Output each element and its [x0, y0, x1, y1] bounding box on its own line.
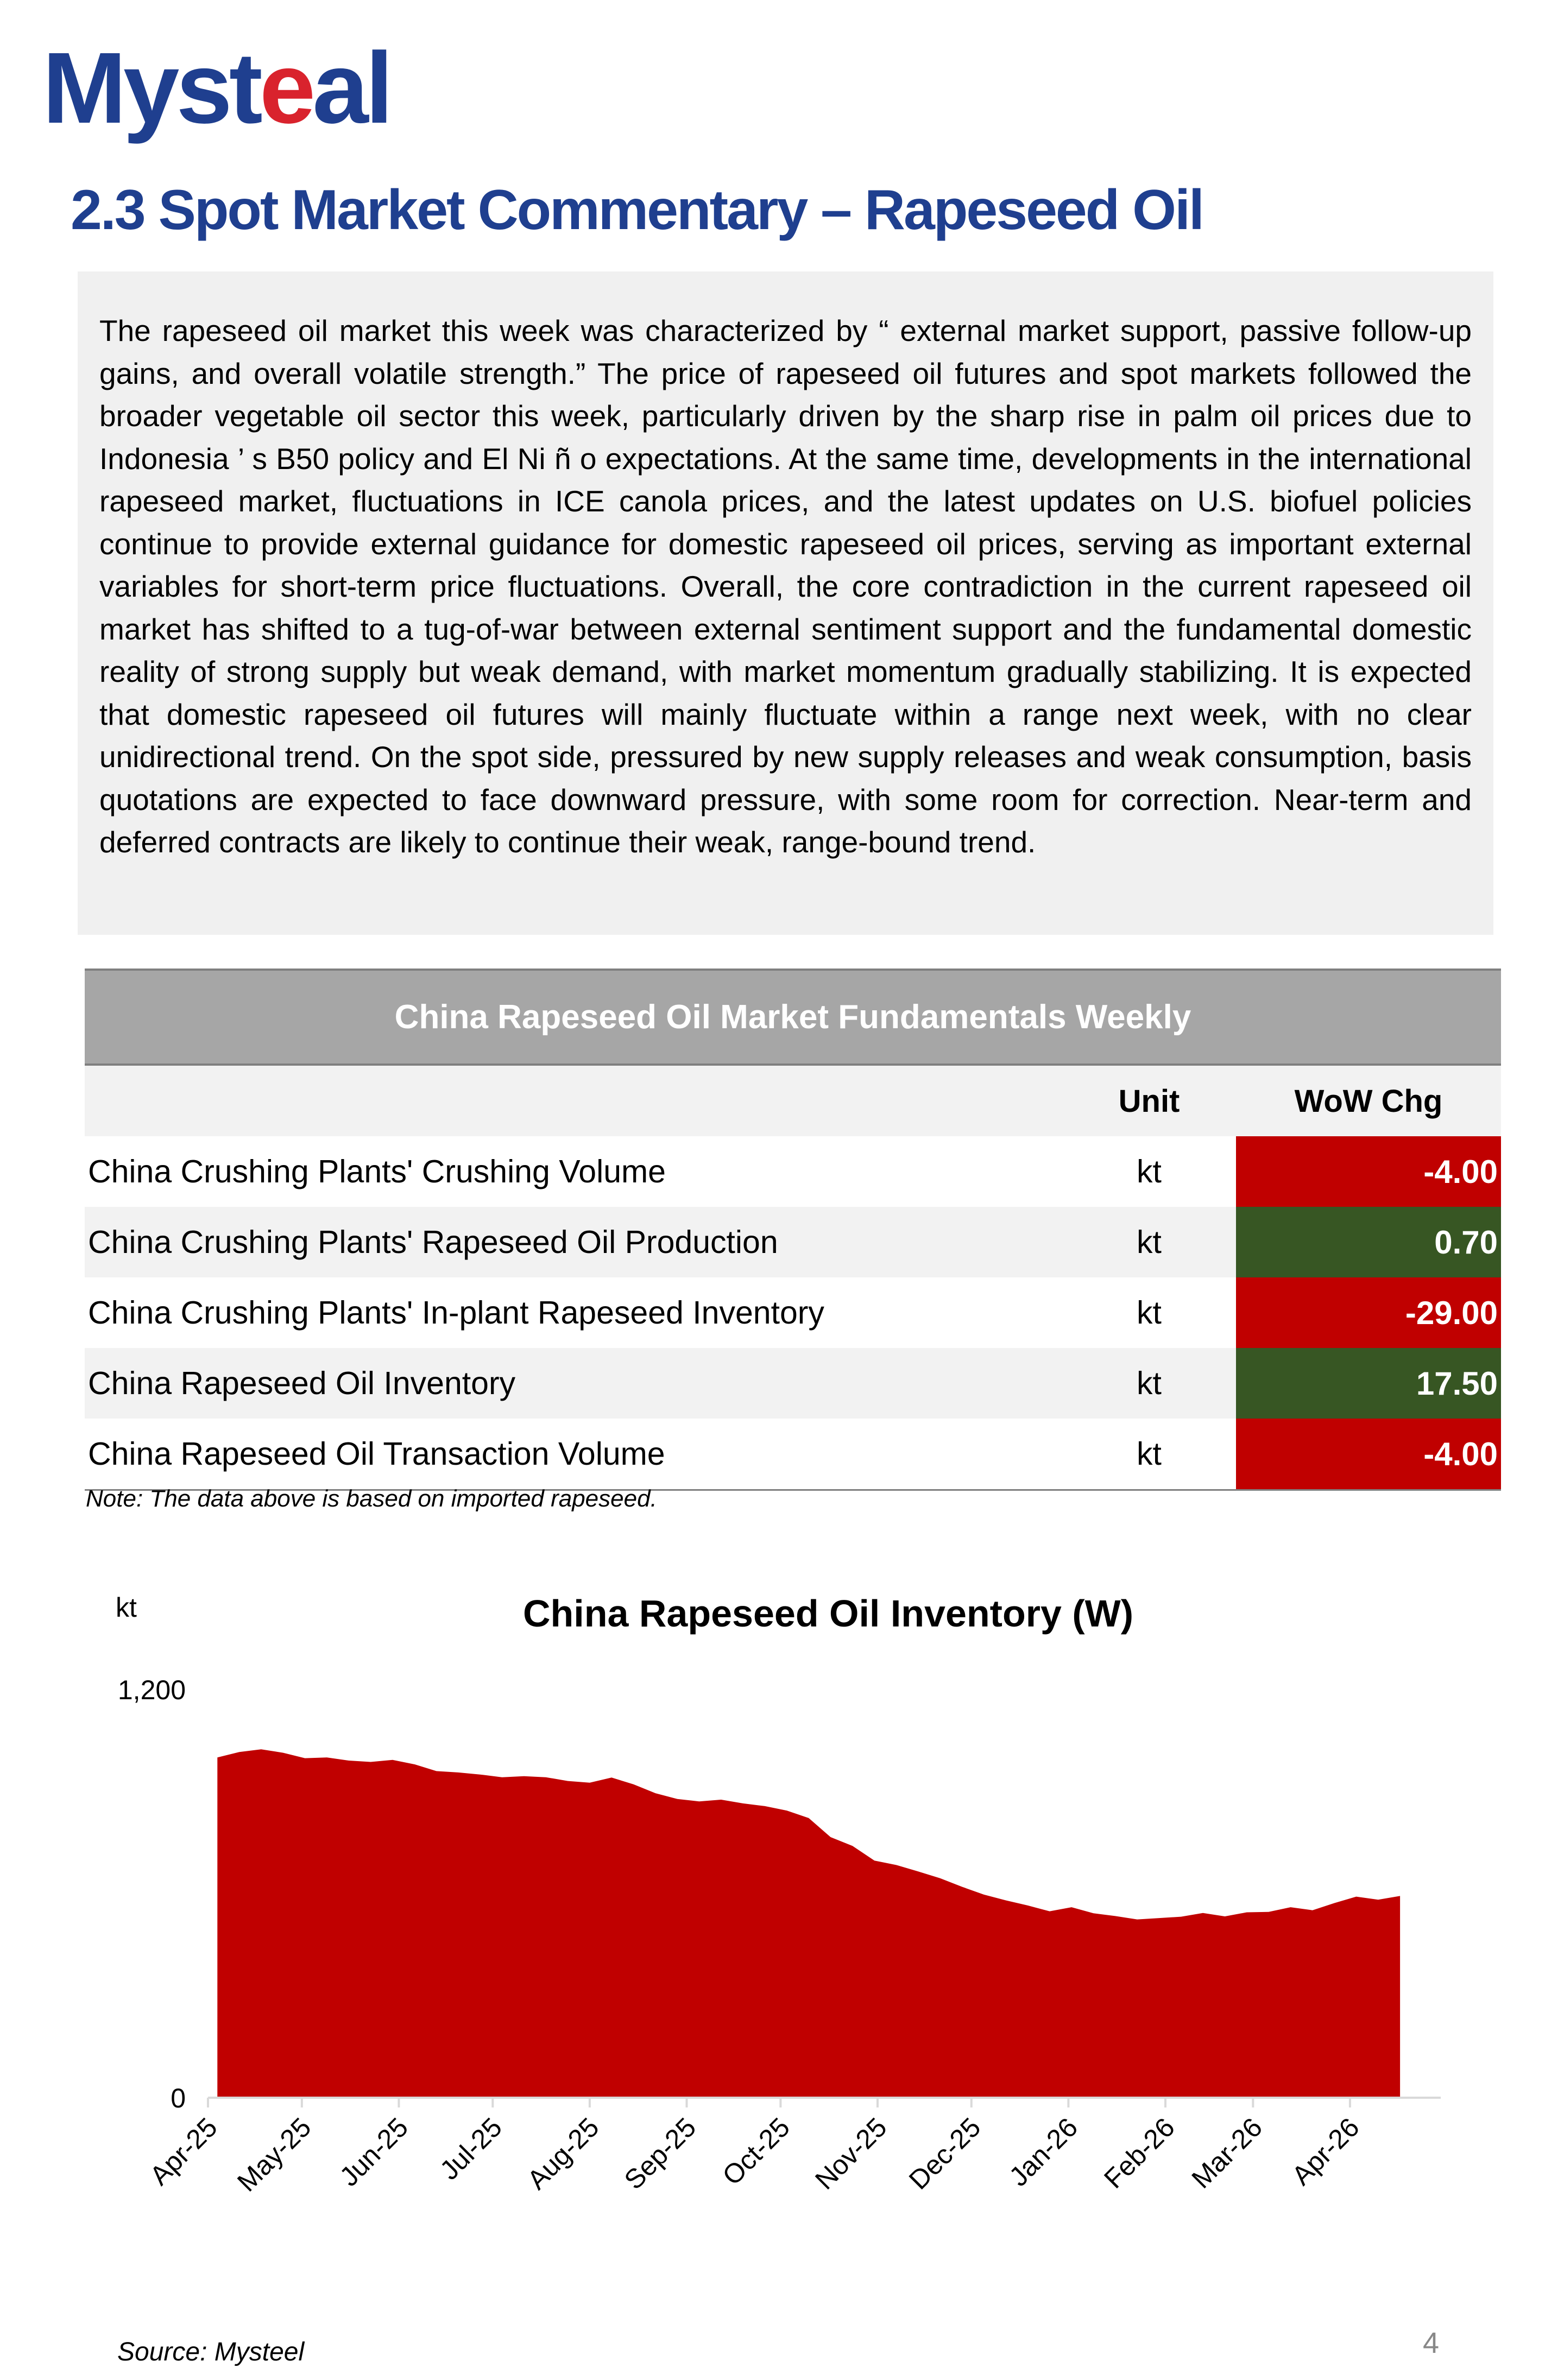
header-unit: Unit: [1062, 1065, 1236, 1136]
table-note: Note: The data above is based on imported rapeseed.: [86, 1485, 657, 1512]
row-value: -4.00: [1236, 1419, 1501, 1490]
page-number: 4: [1423, 2327, 1440, 2359]
row-name: China Crushing Plants' Crushing Volume: [88, 1154, 666, 1189]
row-value: 0.70: [1236, 1207, 1501, 1277]
row-unit: kt: [1062, 1419, 1236, 1490]
x-tick-label: Jul-25: [434, 2112, 508, 2186]
row-name: China Rapeseed Oil Inventory: [85, 1348, 1062, 1419]
x-tick-label: Mar-26: [1185, 2112, 1269, 2194]
section-title: 2.3 Spot Market Commentary – Rapeseed Oil: [71, 179, 1203, 242]
x-tick-label: Feb-26: [1098, 2112, 1181, 2194]
row-value: 17.50: [1236, 1348, 1501, 1419]
table-title: China Rapeseed Oil Market Fundamentals Weekly: [85, 970, 1501, 1065]
row-value: -4.00: [1236, 1136, 1501, 1207]
row-name: China Rapeseed Oil Transaction Volume: [85, 1419, 1062, 1490]
row-name: China Crushing Plants' In-plant Rapeseed Inventory: [88, 1295, 824, 1331]
header-wow-chg: WoW Chg: [1236, 1065, 1501, 1136]
x-tick-label: Sep-25: [618, 2112, 702, 2195]
x-tick-label: Apr-25: [144, 2112, 223, 2191]
x-tick-label: Dec-25: [903, 2112, 987, 2195]
x-tick-label: Nov-25: [809, 2112, 893, 2195]
commentary-text: The rapeseed oil market this week was characterized by “ external market support, passive follow-up gains, and overall volatile strength.” The price of rapeseed oil futures and spot markets followed the broader vegetable oil sector this week, particularly driven by the sharp rise in palm oil prices due to Indonesia ’ s B50 policy and El Ni ñ o expectations. At the same time, developments in the international rapeseed market, fluctuations in ICE canola prices, and the latest updates on U.S. biofuel policies continue to provide external guidance for domestic rapeseed oil prices, serving as important external variables for short-term price fluctuations. Overall, the core contradiction in the current rapeseed oil market has shifted to a tug-of-war between external sentiment support and the fundamental domestic reality of strong supply but weak demand, with market momentum gradually stabilizing. It is expected that domestic rapeseed oil futures will mainly fluctuate within a range next week, with no clear unidirectional trend. On the spot side, pressured by new supply releases and weak consumption, basis quotations are expected to face downward pressure, with some room for correction. Near-term and deferred contracts are likely to continue their weak, range-bound trend.: [99, 314, 1472, 859]
x-tick-label: Aug-25: [521, 2112, 605, 2195]
row-name: China Crushing Plants' Rapeseed Oil Production: [85, 1207, 1062, 1277]
y-tick-label: 0: [171, 2083, 186, 2113]
x-tick-label: Jan-26: [1003, 2112, 1084, 2192]
mysteel-logo: Mysteal: [42, 32, 390, 144]
y-axis-unit: kt: [116, 1592, 137, 1623]
x-tick-label: Jun-25: [333, 2112, 414, 2192]
x-tick-label: May-25: [231, 2112, 317, 2198]
source-note: Source: Mysteel: [117, 2338, 305, 2366]
row-unit: kt: [1137, 1295, 1162, 1331]
row-unit: kt: [1137, 1154, 1162, 1189]
x-tick-label: Oct-25: [716, 2112, 796, 2191]
chart-title: China Rapeseed Oil Inventory (W): [522, 1592, 1134, 1635]
row-value: -29.00: [1236, 1277, 1501, 1348]
x-tick-label: Apr-26: [1285, 2112, 1365, 2191]
row-unit: kt: [1062, 1348, 1236, 1419]
y-tick-label: 1,200: [117, 1675, 186, 1705]
inventory-area-series: [217, 1749, 1400, 2098]
row-unit: kt: [1062, 1207, 1236, 1277]
